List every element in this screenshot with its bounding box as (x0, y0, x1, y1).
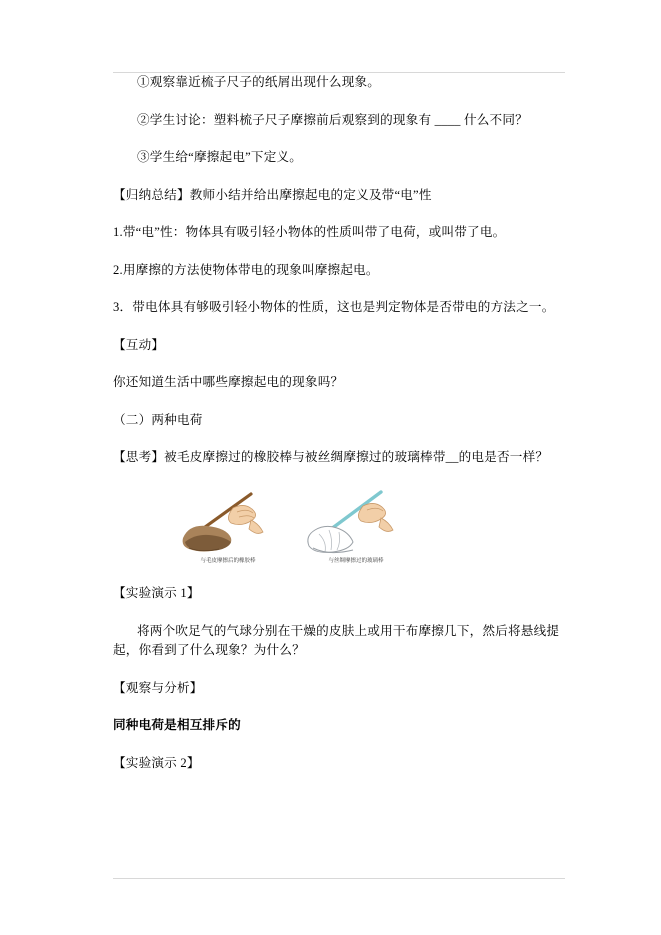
paragraph: 将两个吹足气的气球分别在干燥的皮肤上或用干布摩擦几下，然后将悬线提起，你看到了什么现象？为什么？ (113, 623, 560, 658)
figure-caption: 与丝绸摩擦过的玻璃棒 (328, 557, 384, 564)
paragraph: ①观察靠近梳子尺子的纸屑出现什么现象。 (137, 75, 381, 89)
glass-rod-illustration-icon (301, 486, 411, 556)
paragraph: ③学生给“摩擦起电”下定义。 (137, 150, 303, 165)
paragraph-conclusion: 同种电荷是相互排斥的 (113, 718, 241, 733)
figure-rubber-rod (173, 486, 283, 565)
paragraph-section-heading: （二）两种电荷 (113, 412, 203, 427)
paragraph-demo1-heading: 【实验演示 1】 (113, 586, 200, 601)
paragraph: 你还知道生活中哪些摩擦起电的现象吗？ (113, 375, 344, 390)
paragraph: 3．带电体具有够吸引轻小物体的性质，这也是判定物体是否带电的方法之一。 (113, 300, 555, 315)
paragraph-interaction-heading: 【互动】 (113, 337, 165, 352)
paragraph-think-question: 【思考】被毛皮摩擦过的橡胶棒与被丝绸摩擦过的玻璃棒带__的电是否一样？ (113, 450, 549, 465)
figure-glass-rod (301, 486, 411, 565)
paragraph-observation-heading: 【观察与分析】 (113, 680, 203, 695)
paragraph-demo2-heading: 【实验演示 2】 (113, 755, 200, 770)
figure-caption: 与毛皮摩擦后的橡胶棒 (200, 557, 256, 564)
paragraph-summary-heading: 【归纳总结】教师小结并给出摩擦起电的定义及带“电”性 (113, 187, 432, 202)
paragraph: ②学生讨论：塑料梳子尺子摩擦前后观察到的现象有 ____ 什么不同？ (137, 112, 528, 127)
document-body (113, 73, 563, 791)
rubber-rod-illustration-icon (173, 486, 283, 556)
footer-rule (113, 878, 565, 879)
figure-group (113, 486, 563, 565)
paragraph: 2.用摩擦的方法使物体带电的现象叫摩擦起电。 (113, 262, 379, 277)
paragraph: 1.带“电”性：物体具有吸引轻小物体的性质叫带了电荷，或叫带了电。 (113, 225, 506, 240)
